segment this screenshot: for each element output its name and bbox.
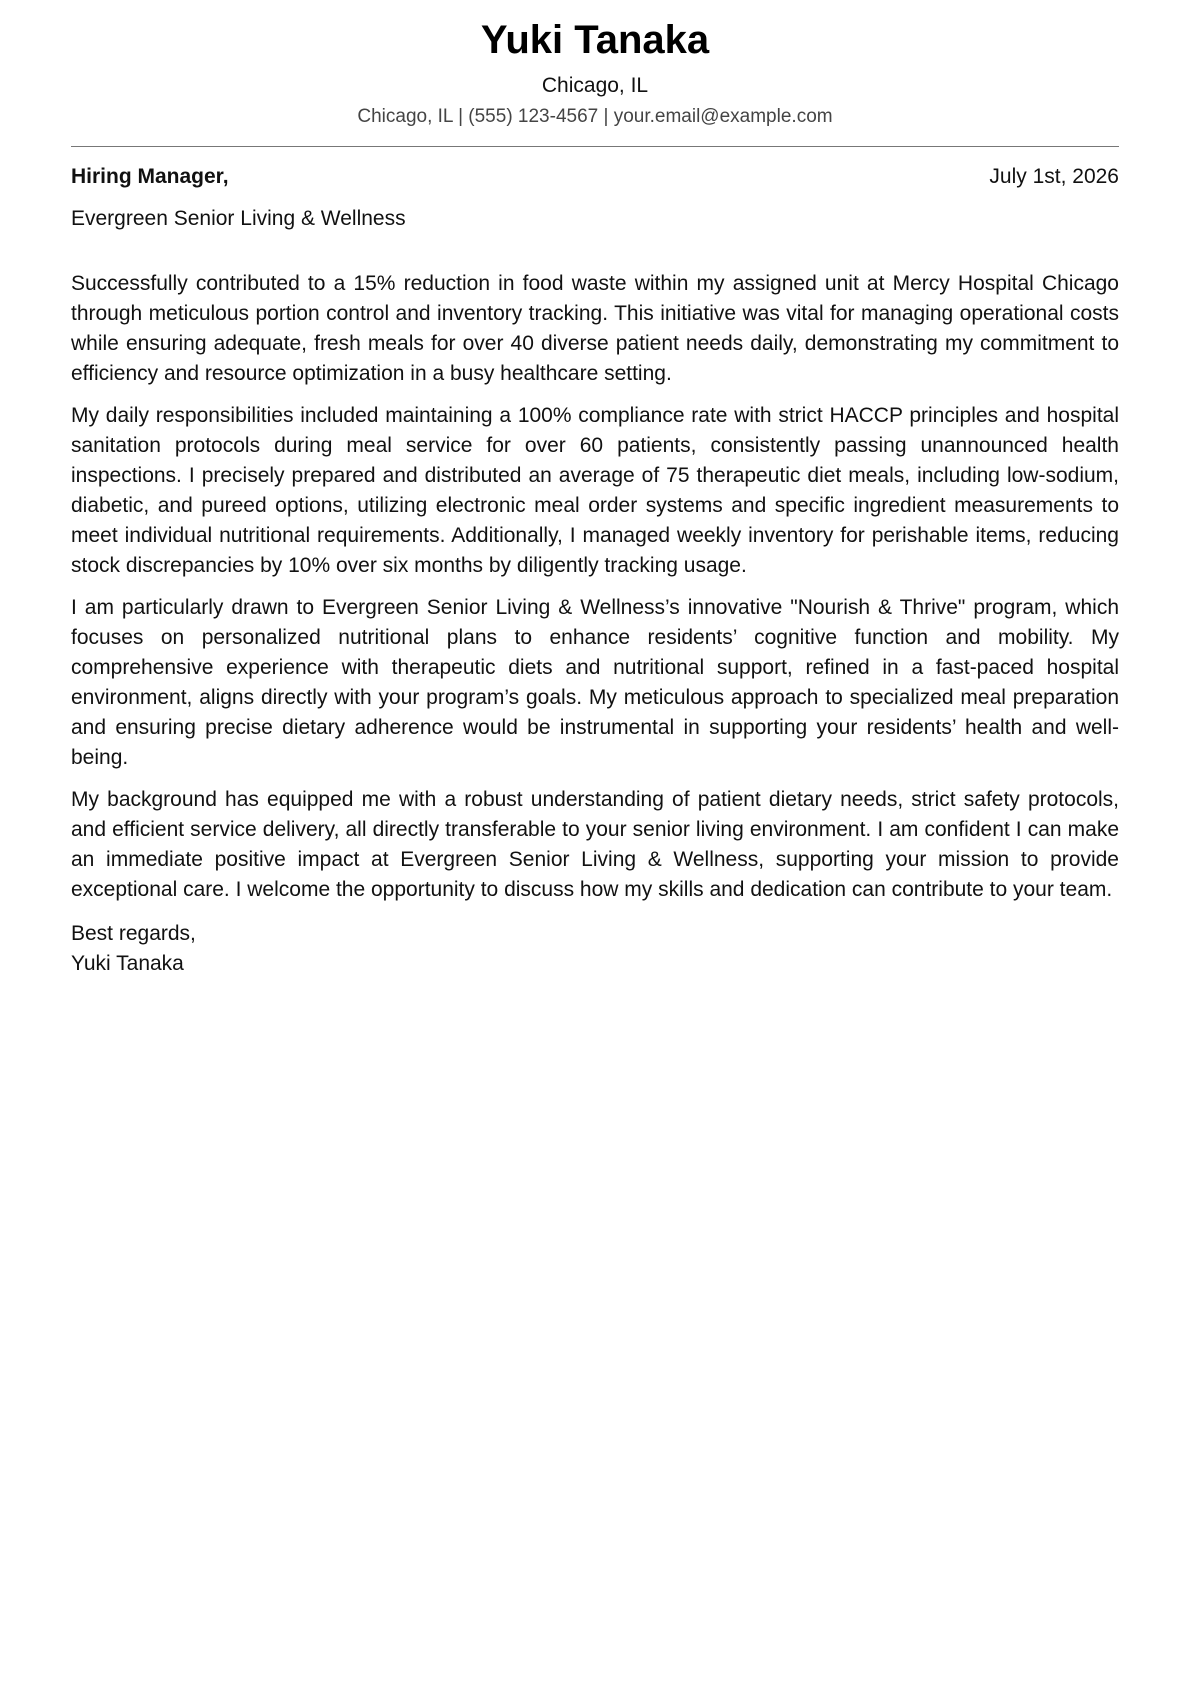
sender-contact-line: Chicago, IL | (555) 123-4567 | your.email@example.com [357, 106, 833, 127]
closing-phrase: Best regards, [71, 922, 196, 945]
letter-header [71, 0, 1119, 130]
recipient-row [71, 163, 1119, 191]
recipient-company: Evergreen Senior Living & Wellness [71, 207, 406, 230]
body-paragraph-3: I am particularly drawn to Evergreen Senior Living & Wellness’s innovative "Nourish & Thrive" program, which focuses on personalized nutritional plans to enhance residents’ cognitive function and mobility. My comprehensive experience with therapeutic diets and nutritional support, refined in a fast-paced hospital environment, aligns directly with your program’s goals. My meticulous approach to specialized meal preparation and ensuring precise dietary adherence would be instrumental in supporting your residents’ health and well-being. [71, 596, 1119, 769]
body-paragraph-4: My background has equipped me with a robust understanding of patient dietary needs, strict safety protocols, and efficient service delivery, all directly transferable to your senior living environment. I am confident I can make an immediate positive impact at Evergreen Senior Living & Wellness, supporting your mission to provide exceptional care. I welcome the opportunity to discuss how my skills and dedication can contribute to your team. [71, 788, 1119, 901]
sender-name: Yuki Tanaka [480, 18, 710, 62]
body-paragraph-1: Successfully contributed to a 15% reduction in food waste within my assigned unit at Mercy Hospital Chicago through meticulous portion control and inventory tracking. This initiative was vital for managing operational costs while ensuring adequate, fresh meals for over 40 diverse patient needs daily, demonstrating my commitment to efficiency and resource optimization in a busy healthcare setting. [71, 272, 1119, 385]
letter-body [71, 269, 1119, 905]
body-paragraph-2: My daily responsibilities included maintaining a 100% compliance rate with strict HACCP principles and hospital sanitation protocols during meal service for over 60 patients, consistently passing unannounced health inspections. I precisely prepared and distributed an average of 75 therapeutic diet meals, including low-sodium, diabetic, and pureed options, utilizing electronic meal order systems and specific ingredient measurements to meet individual nutritional requirements. Additionally, I managed weekly inventory for perishable items, reducing stock discrepancies by 10% over six months by diligently tracking usage. [71, 404, 1119, 577]
letter-date: July 1st, 2026 [989, 165, 1119, 188]
recipient-salutation: Hiring Manager, [71, 165, 229, 188]
signature-name: Yuki Tanaka [71, 952, 184, 975]
letter-closing-block [71, 919, 1119, 979]
sender-location: Chicago, IL [541, 74, 649, 97]
header-divider [71, 146, 1119, 147]
